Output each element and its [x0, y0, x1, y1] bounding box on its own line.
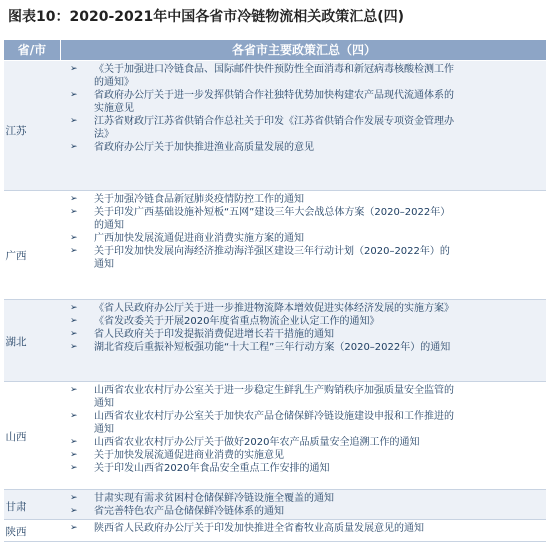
arrow-bullet-icon: ➢: [70, 411, 78, 421]
policy-table: [4, 40, 546, 538]
arrow-bullet-icon: ➢: [70, 450, 78, 460]
policy-text: 关于印发加快发展向海经济推动海洋强区建设三年行动计划（2020–2022年）的: [94, 246, 450, 257]
table-row: [4, 61, 546, 191]
policy-text: 的通知》: [94, 77, 134, 88]
table-row: [4, 490, 546, 520]
policy-text: 山西省农业农村厅办公室关于进一步稳定生鲜乳生产购销秩序加强质量安全监管的: [94, 385, 454, 396]
policy-item: [66, 449, 542, 462]
policy-item: [66, 141, 542, 154]
policy-list: [66, 492, 542, 518]
arrow-bullet-icon: ➢: [70, 246, 78, 256]
policy-list: [66, 522, 542, 535]
province-label: 湖北: [5, 336, 27, 348]
policy-text: 《关于加强进口冷链食品、国际邮件快件预防性全面消毒和新冠病毒核酸检测工作: [94, 64, 454, 75]
policy-list: [66, 384, 542, 475]
arrow-bullet-icon: ➢: [70, 437, 78, 447]
policy-item: [66, 302, 542, 315]
arrow-bullet-icon: ➢: [70, 506, 78, 516]
policy-text: 关于加快发展流通促进商业消费的实施意见: [94, 450, 284, 461]
policy-text: 江苏省财政厅江苏省供销合作总社关于印发《江苏省供销合作发展专项资金管理办: [94, 116, 454, 127]
policy-item: [66, 384, 542, 410]
policy-item: [66, 462, 542, 475]
arrow-bullet-icon: ➢: [70, 316, 78, 326]
policy-text: 实施意见: [94, 103, 134, 114]
arrow-bullet-icon: ➢: [70, 303, 78, 313]
policy-text: 关于加强冷链食品新冠肺炎疫情防控工作的通知: [94, 194, 304, 205]
policy-text: 山西省农业农村厅办公厅关于做好2020年农产品质量安全追溯工作的通知: [94, 437, 420, 448]
policy-text: 关于印发广西基础设施补短板“五网”建设三年大会战总体方案（2020–2022年）: [94, 207, 451, 218]
arrow-bullet-icon: ➢: [70, 64, 78, 74]
policy-item: [66, 492, 542, 505]
policy-item: [66, 315, 542, 328]
policy-text: 《省人民政府办公厅关于进一步推进物流降本增效促进实体经济发展的实施方案》: [94, 303, 454, 314]
province-label: 山西: [5, 431, 27, 443]
policy-item: [66, 232, 542, 245]
policy-text: 法》: [94, 129, 114, 140]
policy-list: [66, 193, 542, 271]
arrow-bullet-icon: ➢: [70, 385, 78, 395]
policy-text: 省政府办公厅关于进一步发挥供销合作社独特优势加快构建农产品现代流通体系的: [94, 90, 454, 101]
policy-text: 广西加快发展流通促进商业消费实施方案的通知: [94, 233, 304, 244]
table-row: [4, 191, 546, 300]
arrow-bullet-icon: ➢: [70, 493, 78, 503]
policy-item: [66, 328, 542, 341]
arrow-bullet-icon: ➢: [70, 233, 78, 243]
policy-item: [66, 436, 542, 449]
policy-text: 山西省农业农村厅办公室关于加快农产品仓储保鲜冷链设施建设申报和工作推进的: [94, 411, 454, 422]
policy-item: [66, 522, 542, 535]
policy-item: [66, 245, 542, 271]
province-label: 广西: [5, 250, 27, 262]
policy-item: [66, 410, 542, 436]
table-row: [4, 382, 546, 490]
policy-list: [66, 63, 542, 154]
province-label: 陕西: [5, 526, 27, 538]
arrow-bullet-icon: ➢: [70, 142, 78, 152]
policy-list: [66, 302, 542, 354]
figure-title: 图表10：2020-2021年中国各省市冷链物流相关政策汇总(四): [8, 9, 405, 25]
policy-text: 湖北省疫后重振补短板强功能“十大工程”三年行动方案（2020–2022年）的通知: [94, 342, 451, 353]
table-header: [4, 40, 546, 60]
table-row: [4, 300, 546, 382]
policy-text: 省人民政府关于印发提振消费促进增长若干措施的通知: [94, 329, 334, 340]
header-province: 省/市: [17, 43, 47, 57]
arrow-bullet-icon: ➢: [70, 463, 78, 473]
policy-text: 的通知: [94, 220, 124, 231]
policy-text: 省政府办公厅关于加快推进渔业高质量发展的意见: [94, 142, 314, 153]
policy-text: 关于印发山西省2020年食品安全重点工作安排的通知: [94, 463, 330, 474]
policy-item: [66, 115, 542, 141]
arrow-bullet-icon: ➢: [70, 342, 78, 352]
policy-text: 省完善特色农产品仓储保鲜冷链体系的通知: [94, 506, 284, 517]
policy-text: 甘肃实现有需求贫困村仓储保鲜冷链设施全覆盖的通知: [94, 493, 334, 504]
arrow-bullet-icon: ➢: [70, 523, 78, 533]
table-row: [4, 520, 546, 542]
policy-text: 通知: [94, 424, 114, 435]
header-policy: 各省市主要政策汇总（四）: [60, 40, 547, 60]
policy-text: 通知: [94, 259, 114, 270]
province-label: 甘肃: [5, 501, 27, 513]
policy-item: [66, 63, 542, 89]
policy-item: [66, 206, 542, 232]
policy-item: [66, 505, 542, 518]
policy-item: [66, 89, 542, 115]
arrow-bullet-icon: ➢: [70, 90, 78, 100]
arrow-bullet-icon: ➢: [70, 207, 78, 217]
arrow-bullet-icon: ➢: [70, 194, 78, 204]
arrow-bullet-icon: ➢: [70, 116, 78, 126]
policy-text: 《省发改委关于开展2020年度省重点物流企业认定工作的通知》: [94, 316, 380, 327]
policy-item: [66, 341, 542, 354]
province-label: 江苏: [5, 125, 27, 137]
arrow-bullet-icon: ➢: [70, 329, 78, 339]
policy-item: [66, 193, 542, 206]
policy-text: 陕西省人民政府办公厅关于印发加快推进全省畜牧业高质量发展意见的通知: [94, 523, 424, 534]
policy-text: 通知: [94, 398, 114, 409]
